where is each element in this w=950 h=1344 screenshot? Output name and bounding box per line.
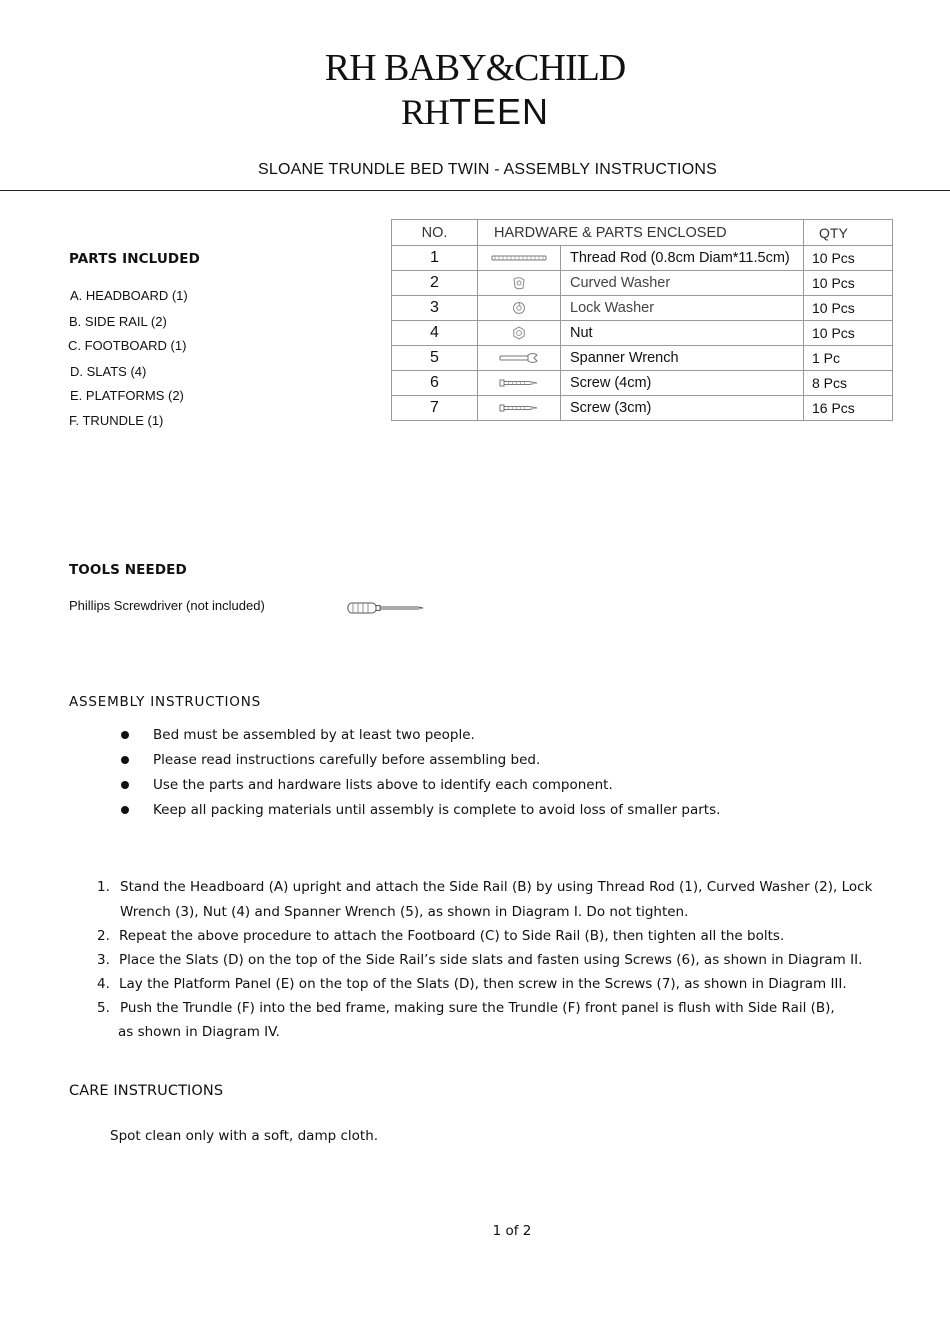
- hardware-table-header: [392, 220, 893, 246]
- table-row: [392, 371, 893, 396]
- step-text: Lay the Platform Panel (E) on the top of the Slats (D), then screw in the Screws (7), as shown in Diagram III.: [119, 976, 847, 992]
- part-qty: 8 Pcs: [804, 371, 893, 396]
- table-row: [392, 396, 893, 421]
- brand-logo-baby-child: RH BABY&CHILD: [324, 47, 626, 89]
- assembly-instructions-heading: ASSEMBLY INSTRUCTIONS: [69, 694, 261, 710]
- part-qty: 1 Pc: [804, 346, 893, 371]
- curved-washer-icon: [478, 271, 561, 296]
- care-instructions-heading: CARE INSTRUCTIONS: [69, 1083, 224, 1099]
- brand-logo-teen: [0, 92, 950, 140]
- lock-washer-icon: [478, 296, 561, 321]
- nut-icon: [478, 321, 561, 346]
- row-number: 1: [392, 246, 478, 271]
- part-qty: 10 Pcs: [804, 321, 893, 346]
- tools-needed-heading: TOOLS NEEDED: [69, 562, 187, 578]
- part-name: Screw (4cm): [561, 371, 804, 396]
- table-row: [392, 296, 893, 321]
- part-name: Lock Washer: [561, 296, 804, 321]
- page-number: 1 of 2: [492, 1223, 532, 1239]
- column-header-parts: HARDWARE & PARTS ENCLOSED: [478, 220, 804, 246]
- part-item: B. SIDE RAIL (2): [69, 314, 167, 329]
- bullet-text: Please read instructions carefully before assembling bed.: [153, 752, 541, 768]
- row-number: 7: [392, 396, 478, 421]
- part-item: F. TRUNDLE (1): [69, 413, 164, 428]
- part-item: C. FOOTBOARD (1): [68, 338, 187, 353]
- part-name: Spanner Wrench: [561, 346, 804, 371]
- table-row: [392, 321, 893, 346]
- part-item: D. SLATS (4): [70, 364, 147, 379]
- step-number: 2.: [97, 928, 110, 944]
- tool-item: Phillips Screwdriver (not included): [69, 598, 265, 613]
- step-number: 3.: [97, 952, 110, 968]
- row-number: 3: [392, 296, 478, 321]
- bullet-text: Use the parts and hardware lists above to identify each component.: [153, 777, 613, 793]
- step-number: 5.: [97, 1000, 110, 1016]
- brand-logo-teen-text: TEEN: [449, 91, 550, 132]
- document-title: SLOANE TRUNDLE BED TWIN - ASSEMBLY INSTRUCTIONS: [258, 161, 717, 178]
- step-text: as shown in Diagram IV.: [118, 1024, 280, 1040]
- step-text: Wrench (3), Nut (4) and Spanner Wrench (5), as shown in Diagram I. Do not tighten.: [120, 904, 689, 920]
- step-text: Stand the Headboard (A) upright and attach the Side Rail (B) by using Thread Rod (1), Curved Washer (2), Lock: [120, 879, 873, 895]
- parts-included-heading: PARTS INCLUDED: [69, 251, 200, 267]
- part-qty: 10 Pcs: [804, 296, 893, 321]
- part-name: Screw (3cm): [561, 396, 804, 421]
- step-text: Repeat the above procedure to attach the Footboard (C) to Side Rail (B), then tighten all the bolts.: [119, 928, 785, 944]
- bullet-icon: [121, 806, 129, 814]
- step-text: Place the Slats (D) on the top of the Side Rail’s side slats and fasten using Screws (6), as shown in Diagram II.: [119, 952, 863, 968]
- step-number: 4.: [97, 976, 110, 992]
- row-number: 4: [392, 321, 478, 346]
- column-header-no: NO.: [392, 220, 478, 246]
- part-item: A. HEADBOARD (1): [70, 288, 188, 303]
- bullet-text: Bed must be assembled by at least two people.: [153, 727, 475, 743]
- column-header-qty: QTY: [804, 220, 893, 246]
- brand-logo-rh: RH: [400, 92, 449, 132]
- bullet-icon: [121, 756, 129, 764]
- hardware-table: [391, 219, 893, 421]
- step-number: 1.: [97, 879, 110, 895]
- table-row: [392, 246, 893, 271]
- part-item: E. PLATFORMS (2): [70, 388, 184, 403]
- screw-icon: [478, 371, 561, 396]
- bullet-icon: [121, 731, 129, 739]
- part-name: Thread Rod (0.8cm Diam*11.5cm): [561, 246, 804, 271]
- row-number: 5: [392, 346, 478, 371]
- screwdriver-icon: [346, 600, 426, 621]
- spanner-wrench-icon: [478, 346, 561, 371]
- part-qty: 10 Pcs: [804, 246, 893, 271]
- part-qty: 10 Pcs: [804, 271, 893, 296]
- header-divider: [0, 190, 950, 191]
- screw-icon: [478, 396, 561, 421]
- part-name: Nut: [561, 321, 804, 346]
- table-row: [392, 271, 893, 296]
- bullet-text: Keep all packing materials until assembly is complete to avoid loss of smaller parts.: [153, 802, 721, 818]
- part-qty: 16 Pcs: [804, 396, 893, 421]
- bullet-icon: [121, 781, 129, 789]
- thread-rod-icon: [478, 246, 561, 271]
- table-row: [392, 346, 893, 371]
- care-text: Spot clean only with a soft, damp cloth.: [110, 1128, 379, 1144]
- part-name: Curved Washer: [561, 271, 804, 296]
- step-text: Push the Trundle (F) into the bed frame, making sure the Trundle (F) front panel is flush with Side Rail (B),: [120, 1000, 835, 1016]
- row-number: 2: [392, 271, 478, 296]
- row-number: 6: [392, 371, 478, 396]
